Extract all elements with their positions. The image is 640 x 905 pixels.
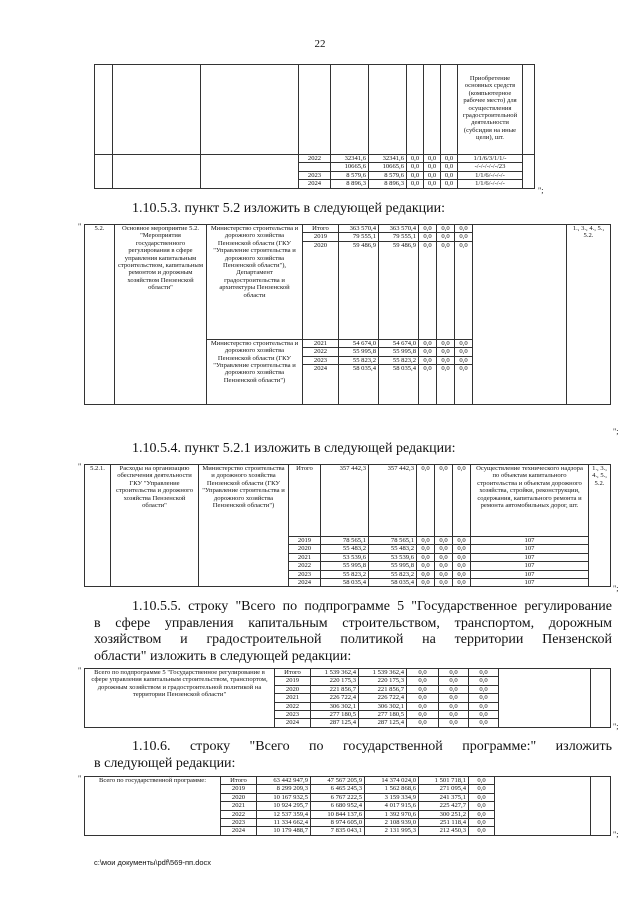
value-cell: 55 483,2: [369, 545, 417, 553]
value-cell: 4 017 915,6: [365, 802, 419, 810]
value-cell: 251 118,4: [419, 819, 469, 827]
value-cell: 8 579,6: [369, 171, 407, 179]
value-cell: 0,0: [455, 233, 473, 241]
value-cell: 0,0: [441, 180, 458, 188]
value-cell: 0,0: [469, 669, 499, 677]
indicator-cell: 1/1/6/-/-/-/-: [458, 180, 523, 188]
section-heading-5-2: 1.10.5.3. пункт 5.2 изложить в следующей редакции:: [132, 201, 445, 216]
value-cell: 0,0: [407, 702, 439, 710]
value-cell: 0,0: [417, 553, 435, 561]
value-cell: 0,0: [469, 711, 499, 719]
value-cell: 0,0: [407, 155, 424, 163]
year-cell: 2022: [275, 702, 311, 710]
opening-quote: ": [78, 462, 82, 471]
year-cell: 2024: [275, 719, 311, 727]
value-cell: 55 995,8: [379, 348, 419, 356]
value-cell: 0,0: [455, 225, 473, 233]
total-cell: 1 539 362,4: [311, 669, 359, 677]
para-line: 1.10.5.5. строку "Всего по подпрограмме 5 "Государственное регулирование: [132, 599, 612, 614]
value-cell: 2 108 939,0: [365, 819, 419, 827]
year-cell: 2023: [289, 570, 321, 578]
value-cell: 0,0: [407, 719, 439, 727]
value-cell: 0,0: [435, 545, 453, 553]
paragraph-1-10-5-5: [94, 599, 612, 665]
total-cell: 55 483,2: [321, 545, 369, 553]
opening-quote: ": [78, 774, 82, 783]
value-cell: 0,0: [439, 694, 469, 702]
value-cell: 0,0: [407, 669, 439, 677]
value-cell: 271 095,4: [419, 785, 469, 793]
value-cell: 287 125,4: [359, 719, 407, 727]
value-cell: 0,0: [469, 827, 495, 835]
value-cell: 0,0: [435, 537, 453, 545]
value-cell: 32341,6: [369, 155, 407, 163]
indicator-cell: 107: [471, 579, 589, 587]
value-cell: 0,0: [469, 685, 499, 693]
value-cell: 0,0: [455, 241, 473, 339]
closing-quote: ";: [613, 584, 619, 593]
year-cell: 2021: [289, 553, 321, 561]
value-cell: 0,0: [439, 669, 469, 677]
value-cell: 0,0: [417, 465, 435, 537]
value-cell: 0,0: [407, 677, 439, 685]
links-cell: 1., 3., 4., 5., 5.2.: [567, 225, 611, 405]
value-cell: 0,0: [469, 677, 499, 685]
value-cell: 0,0: [417, 570, 435, 578]
para-line: области" изложить в следующей редакции:: [94, 648, 352, 664]
executor: Министерство строительства и дорожного хозяйства Пензенской области (ГКУ "Управление строительства и дорожного хозяйства Пензенской области"): [199, 465, 289, 587]
total-cell: 79 555,1: [339, 233, 379, 241]
value-cell: 0,0: [407, 711, 439, 719]
year-cell: 2024: [299, 180, 331, 188]
para-line: 1.10.6. строку "Всего по государственной программе:" изложить: [132, 739, 612, 754]
value-cell: 0,0: [435, 562, 453, 570]
value-cell: 0,0: [453, 579, 471, 587]
value-cell: 226 722,4: [359, 694, 407, 702]
value-cell: 0,0: [453, 465, 471, 537]
indicator-cell: 107: [471, 562, 589, 570]
item-name: Расходы на организацию обеспечения деятельности ГКУ "Управление строительства и дорожного хозяйства Пензенской области": [111, 465, 199, 587]
value-cell: 0,0: [419, 233, 437, 241]
value-cell: 0,0: [419, 356, 437, 364]
total-cell: 10 179 488,7: [257, 827, 311, 835]
year-cell: 2019: [289, 537, 321, 545]
value-cell: 0,0: [419, 348, 437, 356]
value-cell: 1 392 970,6: [365, 810, 419, 818]
total-cell: 55 995,8: [339, 348, 379, 356]
value-cell: 0,0: [469, 777, 495, 785]
value-cell: 0,0: [437, 365, 455, 405]
value-cell: 6 767 222,5: [311, 793, 365, 801]
total-cell: 11 334 662,4: [257, 819, 311, 827]
value-cell: 306 302,1: [359, 702, 407, 710]
row-name: Всего по государственной программе:: [85, 777, 221, 836]
total-cell: 226 722,4: [311, 694, 359, 702]
opening-quote: ": [78, 666, 82, 675]
total-cell: 287 125,4: [311, 719, 359, 727]
value-cell: 0,0: [424, 180, 441, 188]
year-cell: 2022: [289, 562, 321, 570]
closing-quote: ";: [613, 427, 619, 436]
value-cell: 0,0: [419, 365, 437, 405]
value-cell: 1 539 362,4: [359, 669, 407, 677]
year-cell: Итого: [289, 465, 321, 537]
row-name: Всего по подпрограмме 5 "Государственное регулирование в сфере управления капитальным строительством, транспортом, дорожным хозяйством и градостроительной политикой на территории Пензенской области": [85, 669, 275, 728]
indicator-cell: 1/1/6/-/-/-/-: [458, 171, 523, 179]
value-cell: 0,0: [455, 339, 473, 347]
value-cell: 0,0: [435, 553, 453, 561]
value-cell: 0,0: [437, 233, 455, 241]
value-cell: 78 565,1: [369, 537, 417, 545]
year-cell: 2024: [289, 579, 321, 587]
value-cell: 0,0: [417, 545, 435, 553]
value-cell: 59 486,9: [379, 241, 419, 339]
value-cell: 0,0: [453, 562, 471, 570]
total-cell: 8 896,3: [331, 180, 369, 188]
value-cell: 0,0: [424, 155, 441, 163]
indicator-cell: 107: [471, 545, 589, 553]
indicator-note: Приобретение основных средств (компьютерное рабочее место) для осуществления градостроительной деятельности (субсидия на иные цели), шт.: [458, 65, 523, 155]
value-cell: 0,0: [441, 163, 458, 171]
total-cell: 63 442 947,9: [257, 777, 311, 785]
total-cell: 55 823,2: [339, 356, 379, 364]
indicator-cell: 1/1/6/3/1/1/-: [458, 155, 523, 163]
total-cell: 357 442,3: [321, 465, 369, 537]
closing-quote: ";: [613, 830, 619, 839]
value-cell: 6 680 952,4: [311, 802, 365, 810]
item-name: Основное мероприятие 5.2. "Мероприятия государственного регулирования в сфере управления капитальным строительством, капитальным ремонтом и дорожным хозяйством Пензенской области": [115, 225, 207, 405]
value-cell: 0,0: [453, 537, 471, 545]
indicator-cell: -/-/-/-/-/-/23: [458, 163, 523, 171]
value-cell: 0,0: [407, 685, 439, 693]
value-cell: 0,0: [435, 570, 453, 578]
indicator-name: Осуществление технического надзора по объектам капитального строительства и объектам дорожного хозяйства, стройки, реконструкции, содержания, капитального ремонта и ремонта автомобильных дорог, шт.: [471, 465, 589, 537]
value-cell: 0,0: [455, 356, 473, 364]
value-cell: 241 375,1: [419, 793, 469, 801]
paragraph-1-10-6: [94, 739, 612, 772]
value-cell: 8 974 605,0: [311, 819, 365, 827]
total-cell: 32341,6: [331, 155, 369, 163]
value-cell: 0,0: [437, 339, 455, 347]
value-cell: 54 674,0: [379, 339, 419, 347]
total-cell: 55 995,8: [321, 562, 369, 570]
value-cell: 0,0: [437, 348, 455, 356]
table-top-continuation: [94, 64, 535, 189]
value-cell: 55 823,2: [369, 570, 417, 578]
value-cell: 79 555,1: [379, 233, 419, 241]
para-line: в следующей редакции:: [94, 755, 236, 771]
table-program-total: [84, 776, 611, 836]
value-cell: 0,0: [439, 685, 469, 693]
value-cell: 53 539,6: [369, 553, 417, 561]
para-line: в сфере управления капитальным строительством, транспортом, дорожным: [94, 615, 612, 631]
item-number: 5.2.1.: [85, 465, 111, 587]
year-cell: 2024: [303, 365, 339, 405]
table-item-5-2: [84, 224, 611, 405]
year-cell: Итого: [221, 777, 257, 785]
value-cell: 0,0: [469, 802, 495, 810]
executor-1: Министерство строительства и дорожного хозяйства Пензенской области (ГКУ "Управление строительства и дорожного хозяйства Пензенской области"), Департамент градостроительства и архитектуры Пензенской области: [207, 225, 303, 340]
value-cell: 0,0: [439, 677, 469, 685]
value-cell: 55 995,8: [369, 562, 417, 570]
year-cell: Итого: [303, 225, 339, 233]
value-cell: 221 856,7: [359, 685, 407, 693]
value-cell: 0,0: [419, 241, 437, 339]
year-cell: 2022: [221, 810, 257, 818]
year-cell: 2019: [303, 233, 339, 241]
year-cell: 2021: [275, 694, 311, 702]
value-cell: 0,0: [437, 241, 455, 339]
table-subprogram-5-total: [84, 668, 611, 728]
value-cell: 47 567 205,9: [311, 777, 365, 785]
total-cell: 58 035,4: [321, 579, 369, 587]
total-cell: 12 537 359,4: [257, 810, 311, 818]
total-cell: 58 035,4: [339, 365, 379, 405]
total-cell: 78 565,1: [321, 537, 369, 545]
total-cell: 277 180,5: [311, 711, 359, 719]
value-cell: 0,0: [469, 810, 495, 818]
value-cell: 0,0: [435, 465, 453, 537]
value-cell: 0,0: [439, 719, 469, 727]
value-cell: 0,0: [407, 180, 424, 188]
year-cell: 2020: [221, 793, 257, 801]
value-cell: 0,0: [469, 719, 499, 727]
value-cell: 220 175,3: [359, 677, 407, 685]
total-cell: 54 674,0: [339, 339, 379, 347]
value-cell: 10 844 137,6: [311, 810, 365, 818]
value-cell: 357 442,3: [369, 465, 417, 537]
total-cell: 363 570,4: [339, 225, 379, 233]
year-cell: 2021: [303, 339, 339, 347]
year-cell: 2023: [303, 356, 339, 364]
total-cell: 10 924 295,7: [257, 802, 311, 810]
value-cell: 0,0: [453, 553, 471, 561]
closing-quote: ";: [613, 722, 619, 731]
value-cell: 0,0: [419, 339, 437, 347]
item-number: 5.2.: [85, 225, 115, 405]
total-cell: 8 579,6: [331, 171, 369, 179]
links-cell: 1., 3., 4., 5., 5.2.: [589, 465, 611, 587]
total-cell: 55 823,2: [321, 570, 369, 578]
year-cell: [299, 163, 331, 171]
year-cell: 2022: [299, 155, 331, 163]
section-heading-5-2-1: 1.10.5.4. пункт 5.2.1 изложить в следующей редакции:: [132, 441, 456, 456]
value-cell: 6 465 245,3: [311, 785, 365, 793]
footer-file-path: c:\мои документы\pdf\569-пп.docx: [94, 858, 212, 867]
value-cell: 300 251,2: [419, 810, 469, 818]
total-cell: 8 299 209,3: [257, 785, 311, 793]
value-cell: 0,0: [407, 694, 439, 702]
value-cell: 1 501 718,1: [419, 777, 469, 785]
year-cell: 2024: [221, 827, 257, 835]
value-cell: 0,0: [417, 562, 435, 570]
page-number: 22: [314, 38, 326, 50]
value-cell: 0,0: [441, 155, 458, 163]
value-cell: 0,0: [417, 537, 435, 545]
value-cell: 0,0: [437, 225, 455, 233]
value-cell: 0,0: [407, 171, 424, 179]
value-cell: 0,0: [435, 579, 453, 587]
value-cell: 0,0: [455, 348, 473, 356]
value-cell: 0,0: [419, 225, 437, 233]
table-item-5-2-1: [84, 464, 611, 587]
value-cell: 58 035,4: [369, 579, 417, 587]
total-cell: 221 856,7: [311, 685, 359, 693]
opening-quote: ": [78, 222, 82, 231]
value-cell: 14 374 024,0: [365, 777, 419, 785]
value-cell: 0,0: [469, 785, 495, 793]
value-cell: 0,0: [439, 711, 469, 719]
value-cell: 8 896,3: [369, 180, 407, 188]
year-cell: 2020: [289, 545, 321, 553]
year-cell: 2023: [299, 171, 331, 179]
value-cell: 0,0: [439, 702, 469, 710]
value-cell: 0,0: [469, 694, 499, 702]
value-cell: 0,0: [453, 545, 471, 553]
value-cell: 0,0: [469, 702, 499, 710]
indicator-cell: 107: [471, 537, 589, 545]
value-cell: 0,0: [455, 365, 473, 405]
indicator-cell: 107: [471, 570, 589, 578]
value-cell: 0,0: [441, 171, 458, 179]
total-cell: 220 175,3: [311, 677, 359, 685]
value-cell: 10665,6: [369, 163, 407, 171]
value-cell: 0,0: [424, 163, 441, 171]
value-cell: 0,0: [407, 163, 424, 171]
closing-quote: ";: [538, 186, 544, 195]
executor-2: Министерство строительства и дорожного хозяйства Пензенской области (ГКУ "Управление строительства и дорожного хозяйства Пензенской области"): [207, 339, 303, 404]
value-cell: 0,0: [469, 819, 495, 827]
value-cell: 277 180,5: [359, 711, 407, 719]
year-cell: 2019: [275, 677, 311, 685]
value-cell: 212 450,3: [419, 827, 469, 835]
value-cell: 0,0: [437, 356, 455, 364]
indicator-cell: 107: [471, 553, 589, 561]
year-cell: 2021: [221, 802, 257, 810]
value-cell: 3 159 334,9: [365, 793, 419, 801]
total-cell: 10 167 932,5: [257, 793, 311, 801]
value-cell: 55 823,2: [379, 356, 419, 364]
value-cell: 2 131 995,3: [365, 827, 419, 835]
value-cell: 363 570,4: [379, 225, 419, 233]
value-cell: 0,0: [469, 793, 495, 801]
year-cell: 2023: [275, 711, 311, 719]
value-cell: 0,0: [453, 570, 471, 578]
year-cell: 2020: [275, 685, 311, 693]
total-cell: 53 539,6: [321, 553, 369, 561]
para-line: хозяйством и градостроительной политикой на территории Пензенской: [94, 632, 612, 647]
value-cell: 7 835 043,1: [311, 827, 365, 835]
value-cell: 58 035,4: [379, 365, 419, 405]
value-cell: 225 427,7: [419, 802, 469, 810]
year-cell: 2023: [221, 819, 257, 827]
year-cell: 2019: [221, 785, 257, 793]
value-cell: 0,0: [424, 171, 441, 179]
year-cell: 2022: [303, 348, 339, 356]
value-cell: 0,0: [417, 579, 435, 587]
value-cell: 1 562 868,6: [365, 785, 419, 793]
total-cell: 59 486,9: [339, 241, 379, 339]
year-cell: Итого: [275, 669, 311, 677]
total-cell: 10665,6: [331, 163, 369, 171]
year-cell: 2020: [303, 241, 339, 339]
total-cell: 306 302,1: [311, 702, 359, 710]
